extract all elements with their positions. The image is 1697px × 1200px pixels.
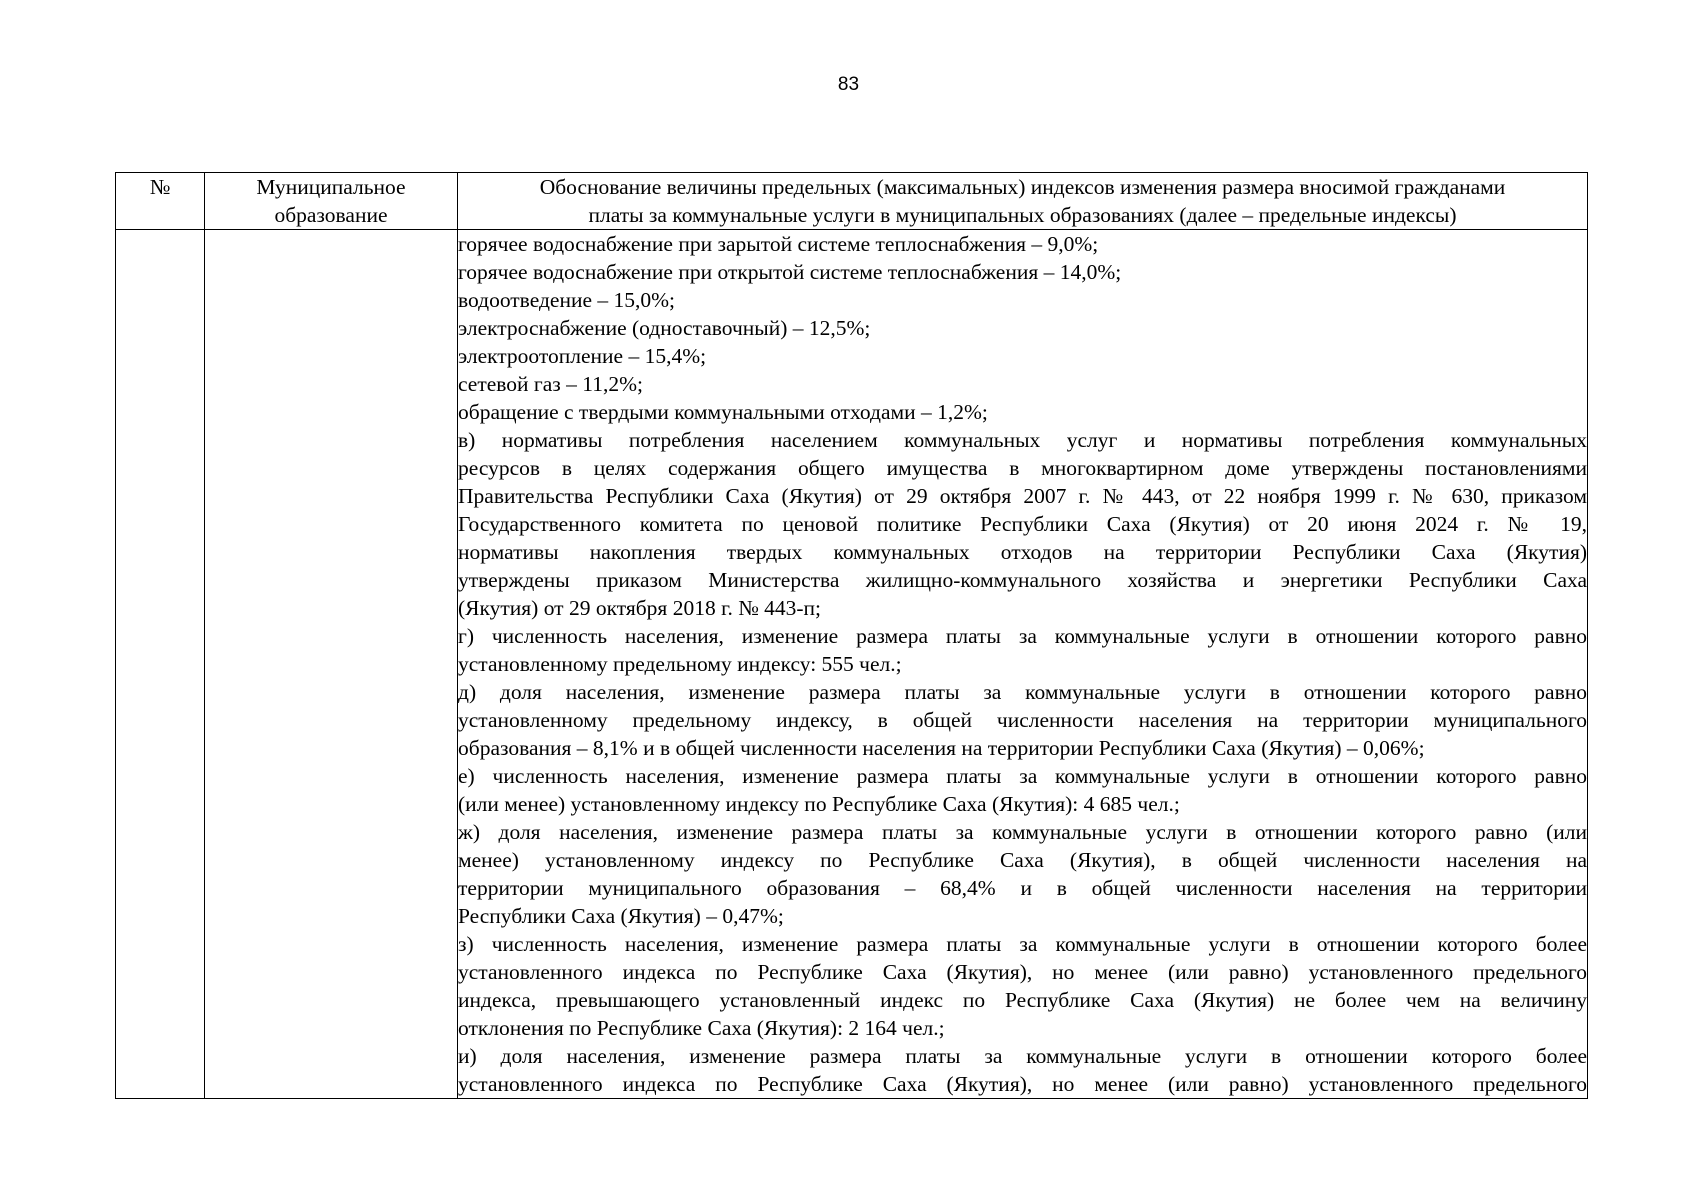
justification-table: [115, 172, 1588, 1099]
paragraph-d: д) доля населения, изменение размера платы за коммунальные услуги в отношении которого равно установленному предельному индексу, в общей численности населения на территории муниципального образования – 8,1% и в общей численности населения на территории Республики Саха (Якутия) – 0,06%;: [458, 680, 1587, 760]
list-item: электроотопление – 15,4%;: [458, 344, 707, 368]
paragraph-zh: ж) доля населения, изменение размера платы за коммунальные услуги в отношении которого равно (или менее) установленному индексу по Республике Саха (Якутия), в общей численности населения на территории муниципального образования – 68,4% и в общей численности населения на территории Республики Саха (Якутия) – 0,47%;: [458, 820, 1587, 928]
header-municipality: Муниципальное образование: [205, 173, 458, 230]
cell-number: [116, 230, 205, 1099]
list-item: горячее водоснабжение при открытой системе теплоснабжения – 14,0%;: [458, 260, 1122, 284]
tariff-list: [458, 230, 1587, 426]
page-number: 83: [837, 74, 860, 95]
cell-justification: [458, 230, 1588, 1099]
paragraph-i: и) доля населения, изменение размера платы за коммунальные услуги в отношении которого более установленного индекса по Республике Саха (Якутия), но менее (или равно) установленного предельного: [458, 1044, 1587, 1096]
table-header-row: [116, 173, 1588, 230]
paragraph-g: г) численность населения, изменение размера платы за коммунальные услуги в отношении которого равно установленному предельному индексу: 555 чел.;: [458, 624, 1587, 676]
list-item: горячее водоснабжение при зарытой системе теплоснабжения – 9,0%;: [458, 232, 1099, 256]
paragraph-z: з) численность населения, изменение размера платы за коммунальные услуги в отношении которого более установленного индекса по Республике Саха (Якутия), но менее (или равно) установленного предельного индекса, превышающего установленный индекс по Республике Саха (Якутия) не более чем на величину отклонения по Республике Саха (Якутия): 2 164 чел.;: [458, 932, 1587, 1040]
table-row: [116, 230, 1588, 1099]
list-item: водоотведение – 15,0%;: [458, 288, 676, 312]
paragraph-e: е) численность населения, изменение размера платы за коммунальные услуги в отношении которого равно (или менее) установленному индексу по Республике Саха (Якутия): 4 685 чел.;: [458, 764, 1587, 816]
cell-municipality: [205, 230, 458, 1099]
header-number: №: [116, 173, 205, 230]
list-item: электроснабжение (одноставочный) – 12,5%;: [458, 316, 871, 340]
paragraph-v: в) нормативы потребления населением коммунальных услуг и нормативы потребления коммунальных ресурсов в целях содержания общего имущества в многоквартирном доме утверждены постановлениями Правительства Республики Саха (Якутия) от 29 октября 2007 г. № 443, от 22 ноября 1999 г. № 630, приказом Государственного комитета по ценовой политике Республики Саха (Якутия) от 20 июня 2024 г. № 19, нормативы накопления твердых коммунальных отходов на территории Республики Саха (Якутия) утверждены приказом Министерства жилищно-коммунального хозяйства и энергетики Республики Саха (Якутия) от 29 октября 2018 г. № 443-п;: [458, 428, 1587, 620]
list-item: сетевой газ – 11,2%;: [458, 372, 643, 396]
header-justification: Обоснование величины предельных (максимальных) индексов изменения размера вносимой гражданами платы за коммунальные услуги в муниципальных образованиях (далее – предельные индексы): [458, 173, 1588, 230]
list-item: обращение с твердыми коммунальными отходами – 1,2%;: [458, 400, 988, 424]
